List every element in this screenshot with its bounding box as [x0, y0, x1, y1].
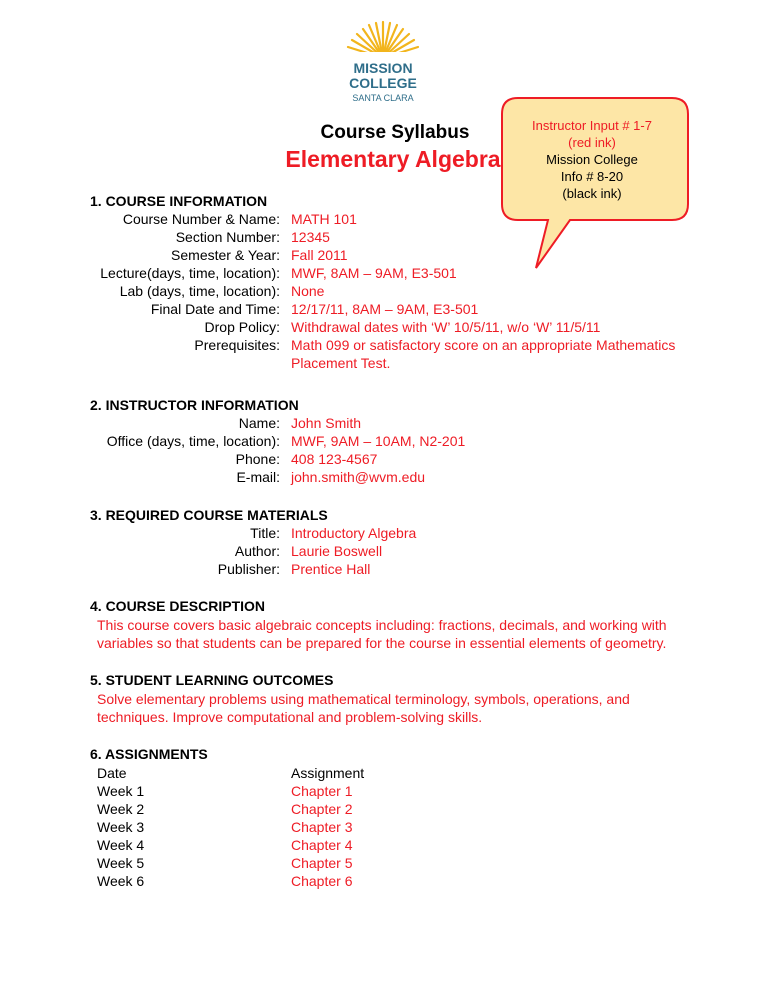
logo-line2: COLLEGE	[349, 75, 417, 91]
callout-line4: Info # 8-20	[560, 169, 624, 184]
learning-outcomes-line2: techniques. Improve computational and problem-solving skills.	[97, 709, 483, 725]
lecture-value: MWF, 8AM – 9AM, E3-501	[291, 265, 457, 281]
callout-line5: (black ink)	[562, 186, 622, 201]
course-title: Elementary Algebra	[285, 146, 501, 172]
semester-year-label: Semester & Year:	[171, 247, 280, 263]
assignment-date: Week 4	[97, 837, 145, 853]
lab-label: Lab (days, time, location):	[119, 283, 280, 299]
assignment-chapter: Chapter 4	[291, 837, 353, 853]
sunburst-icon	[343, 22, 423, 60]
office-value: MWF, 9AM – 10AM, N2-201	[291, 433, 466, 449]
learning-outcomes-line1: Solve elementary problems using mathematical terminology, symbols, operations, and	[97, 691, 630, 707]
assignment-date: Week 2	[97, 801, 145, 817]
final-date-value: 12/17/11, 8AM – 9AM, E3-501	[291, 301, 479, 317]
logo-line1: MISSION	[353, 60, 413, 76]
publisher-value: Prentice Hall	[291, 561, 371, 577]
assignment-date: Week 5	[97, 855, 145, 871]
author-value: Laurie Boswell	[291, 543, 383, 559]
assignment-chapter: Chapter 1	[291, 783, 353, 799]
instructor-name-value: John Smith	[291, 415, 362, 431]
drop-policy-value: Withdrawal dates with ‘W’ 10/5/11, w/o ‘W’ 11/5/11	[291, 319, 601, 335]
assignment-chapter: Chapter 5	[291, 855, 353, 871]
callout-text	[512, 117, 672, 202]
book-title-value: Introductory Algebra	[291, 525, 417, 541]
assignments-assignment-header: Assignment	[291, 765, 365, 781]
publisher-label: Publisher:	[217, 561, 280, 577]
section-learning-outcomes-title: 5. STUDENT LEARNING OUTCOMES	[90, 672, 334, 688]
section-assignments-title: 6. ASSIGNMENTS	[90, 746, 208, 762]
mission-college-logo	[343, 18, 423, 108]
lab-value: None	[291, 283, 325, 299]
phone-label: Phone:	[235, 451, 280, 467]
instructor-name-label: Name:	[238, 415, 280, 431]
office-label: Office (days, time, location):	[106, 433, 280, 449]
section-number-value: 12345	[291, 229, 330, 245]
section-course-description-title: 4. COURSE DESCRIPTION	[90, 598, 266, 614]
drop-policy-label: Drop Policy:	[204, 319, 280, 335]
assignment-date: Week 1	[97, 783, 145, 799]
prerequisites-value: Math 099 or satisfactory score on an appropriate Mathematics	[291, 337, 676, 353]
assignment-chapter: Chapter 2	[291, 801, 353, 817]
section-required-materials-title: 3. REQUIRED COURSE MATERIALS	[90, 507, 328, 523]
section-course-information-title: 1. COURSE INFORMATION	[90, 193, 268, 209]
callout-line1: Instructor Input # 1-7	[532, 118, 652, 133]
assignments-date-header: Date	[97, 765, 127, 781]
course-number-label: Course Number & Name:	[122, 211, 280, 227]
assignment-date: Week 6	[97, 873, 145, 889]
course-number-value: MATH 101	[291, 211, 357, 227]
lecture-label: Lecture(days, time, location):	[100, 265, 280, 281]
final-date-label: Final Date and Time:	[150, 301, 280, 317]
callout-line2: (red ink)	[568, 135, 616, 150]
assignment-date: Week 3	[97, 819, 145, 835]
semester-year-value: Fall 2011	[291, 247, 348, 263]
section-number-label: Section Number:	[175, 229, 280, 245]
course-description-line2: variables so that students can be prepared for the course in essential elements of geometry.	[97, 635, 667, 651]
assignment-chapter: Chapter 6	[291, 873, 353, 889]
email-value: john.smith@wvm.edu	[291, 469, 426, 485]
course-description-line1: This course covers basic algebraic concepts including: fractions, decimals, and working with	[97, 617, 667, 633]
prerequisites-label: Prerequisites:	[194, 337, 280, 353]
author-label: Author:	[234, 543, 280, 559]
logo-line3: SANTA CLARA	[352, 93, 414, 103]
section-instructor-information-title: 2. INSTRUCTOR INFORMATION	[90, 397, 299, 413]
prerequisites-value-cont: Placement Test.	[291, 355, 391, 371]
book-title-label: Title:	[250, 525, 280, 541]
assignment-chapter: Chapter 3	[291, 819, 353, 835]
phone-value: 408 123-4567	[291, 451, 378, 467]
email-label: E-mail:	[236, 469, 280, 485]
document-title: Course Syllabus	[320, 122, 470, 143]
callout-line3: Mission College	[546, 152, 638, 167]
